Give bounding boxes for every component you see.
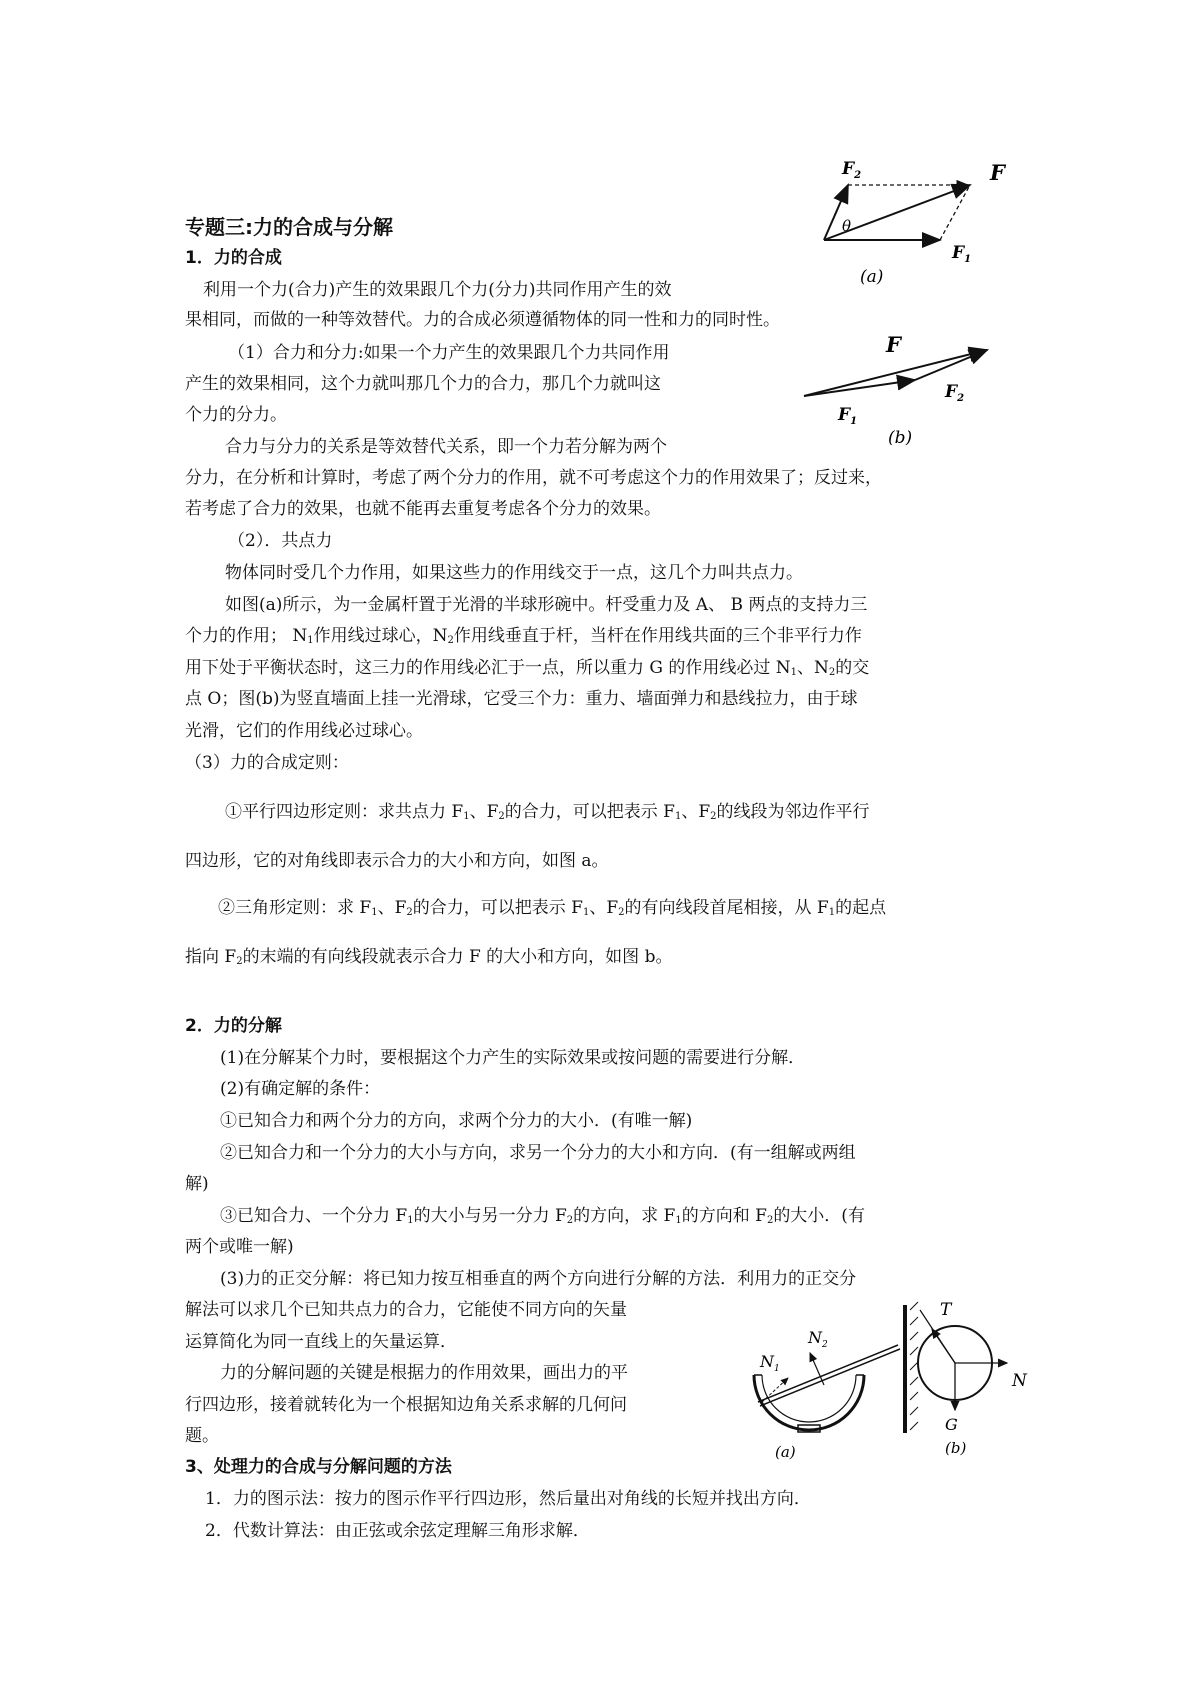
caption-a: (a) <box>860 267 884 287</box>
paragraph-line: 分力，在分析和计算时，考虑了两个分力的作用，就不可考虑这个力的作用效果了；反过来， <box>185 468 882 488</box>
paragraph-line: 运算简化为同一直线上的矢量运算． <box>185 1332 457 1352</box>
hemispherical-bowl <box>754 1375 864 1432</box>
label-f1: $F_1$ <box>838 405 858 427</box>
paragraph-line: 2．代数计算法：由正弦或余弦定理解三角形求解． <box>205 1521 590 1541</box>
label-theta: θ <box>842 217 852 235</box>
label-n1: $N_1$ <box>760 1352 780 1374</box>
label-f2: $F_2$ <box>842 159 862 181</box>
subheading: （3）力的合成定则： <box>185 753 349 773</box>
label-t: T <box>940 1300 952 1320</box>
paragraph-line: ②三角形定则：求 $F_1$、$F_2$的合力，可以把表示 $F_1$、$F_2$的有向线段首尾相接，从 $F_1$的起点 <box>218 898 887 918</box>
paragraph-line: 力的分解问题的关键是根据力的作用效果，画出力的平 <box>220 1363 628 1383</box>
figure-bowl-and-ball <box>740 1285 1040 1460</box>
paragraph-line: 合力与分力的关系是等效替代关系，即一个力若分解为两个 <box>225 437 667 457</box>
paragraph-line: 如图(a)所示，为一金属杆置于光滑的半球形碗中。杆受重力及 A、 B 两点的支持力三 <box>225 595 868 615</box>
label-g: G <box>945 1415 958 1434</box>
paragraph-line: ①已知合力和两个分力的方向，求两个分力的大小．(有唯一解) <box>220 1111 693 1131</box>
paragraph-line: (3)力的正交分解：将已知力按互相垂直的两个方向进行分解的方法．利用力的正交分 <box>220 1269 857 1289</box>
section-2-heading: 2．力的分解 <box>185 1016 282 1036</box>
paragraph-line: ②已知合力和一个分力的大小与方向，求另一个分力的大小和方向．(有一组解或两组 <box>220 1143 856 1163</box>
paragraph-line: 行四边形，接着就转化为一个根据知边角关系求解的几何问 <box>185 1395 627 1415</box>
paragraph-line: 指向 $F_2$的末端的有向线段就表示合力 F 的大小和方向，如图 b。 <box>185 947 673 967</box>
paragraph-line: 四边形，它的对角线即表示合力的大小和方向，如图 a。 <box>185 851 609 871</box>
label-n: N <box>1012 1371 1027 1391</box>
paragraph-line: (2)有确定解的条件： <box>220 1079 381 1099</box>
paragraph-line: 解法可以求几个已知共点力的合力，它能使不同方向的矢量 <box>185 1300 627 1320</box>
label-f2: $F_2$ <box>945 382 965 404</box>
subheading: （2）．共点力 <box>228 531 333 551</box>
paragraph-line: 个力的作用； $N_1$作用线过球心，$N_2$作用线垂直于杆，当杆在作用线共面的三个非平行力作 <box>185 626 862 646</box>
paragraph-line: 两个或唯一解) <box>185 1237 294 1257</box>
section-3-heading: 3、处理力的合成与分解问题的方法 <box>185 1457 452 1477</box>
paragraph-line: 果相同，而做的一种等效替代。力的合成必须遵循物体的同一性和力的同时性。 <box>185 310 780 330</box>
force-n1-arrow <box>762 1378 788 1402</box>
paragraph-line: ①平行四边形定则：求共点力 $F_1$、$F_2$的合力，可以把表示 $F_1$、$F_2$的线段为邻边作平行 <box>225 802 870 822</box>
paragraph-line: 利用一个力(合力)产生的效果跟几个力(分力)共同作用产生的效 <box>203 280 672 300</box>
paragraph-line: 若考虑了合力的效果，也就不能再去重复考虑各个分力的效果。 <box>185 499 661 519</box>
paragraph-line: 题。 <box>185 1426 219 1446</box>
paragraph-line: 1．力的图示法：按力的图示作平行四边形，然后量出对角线的长短并找出方向． <box>205 1489 811 1509</box>
caption-b: (b) <box>888 428 913 445</box>
paragraph-line: ③已知合力、一个分力 $F_1$的大小与另一分力 $F_2$的方向，求 $F_1$的方向和 $F_2$的大小．(有 <box>220 1206 865 1226</box>
paragraph-line: 产生的效果相同，这个力就叫那几个力的合力，那几个力就叫这 <box>185 374 661 394</box>
caption-a: (a) <box>775 1443 796 1460</box>
vertical-wall <box>905 1302 918 1433</box>
figure-triangle-b <box>800 330 1000 445</box>
paragraph-line: (1)在分解某个力时，要根据这个力产生的实际效果或按问题的需要进行分解． <box>220 1048 806 1068</box>
paragraph-line: 个力的分力。 <box>185 405 287 425</box>
label-f1: $F_1$ <box>952 243 972 265</box>
paragraph-line: （1）合力和分力:如果一个力产生的效果跟几个力共同作用 <box>228 343 670 363</box>
label-n2: $N_2$ <box>808 1328 828 1350</box>
dashed-line <box>940 185 970 240</box>
metal-rod <box>758 1345 900 1406</box>
paragraph-line: 点 O；图(b)为竖直墙面上挂一光滑球，它受三个力：重力、墙面弹力和悬线拉力，由于球 <box>185 689 858 709</box>
page-title: 专题三:力的合成与分解 <box>185 215 393 239</box>
section-1-heading: 1．力的合成 <box>185 248 282 268</box>
paragraph-line: 光滑，它们的作用线必过球心。 <box>185 721 423 741</box>
caption-b: (b) <box>945 1439 967 1457</box>
label-f: F <box>990 160 1005 185</box>
label-f: F <box>886 332 901 357</box>
paragraph-line: 物体同时受几个力作用，如果这些力的作用线交于一点，这几个力叫共点力。 <box>225 563 803 583</box>
figure-parallelogram-a <box>810 150 1030 290</box>
paragraph-line: 用下处于平衡状态时，这三力的作用线必汇于一点，所以重力 G 的作用线必过 $N_1$、$N_2$的交 <box>185 658 870 678</box>
tension-arrow <box>932 1329 955 1363</box>
paragraph-line: 解) <box>185 1174 209 1194</box>
